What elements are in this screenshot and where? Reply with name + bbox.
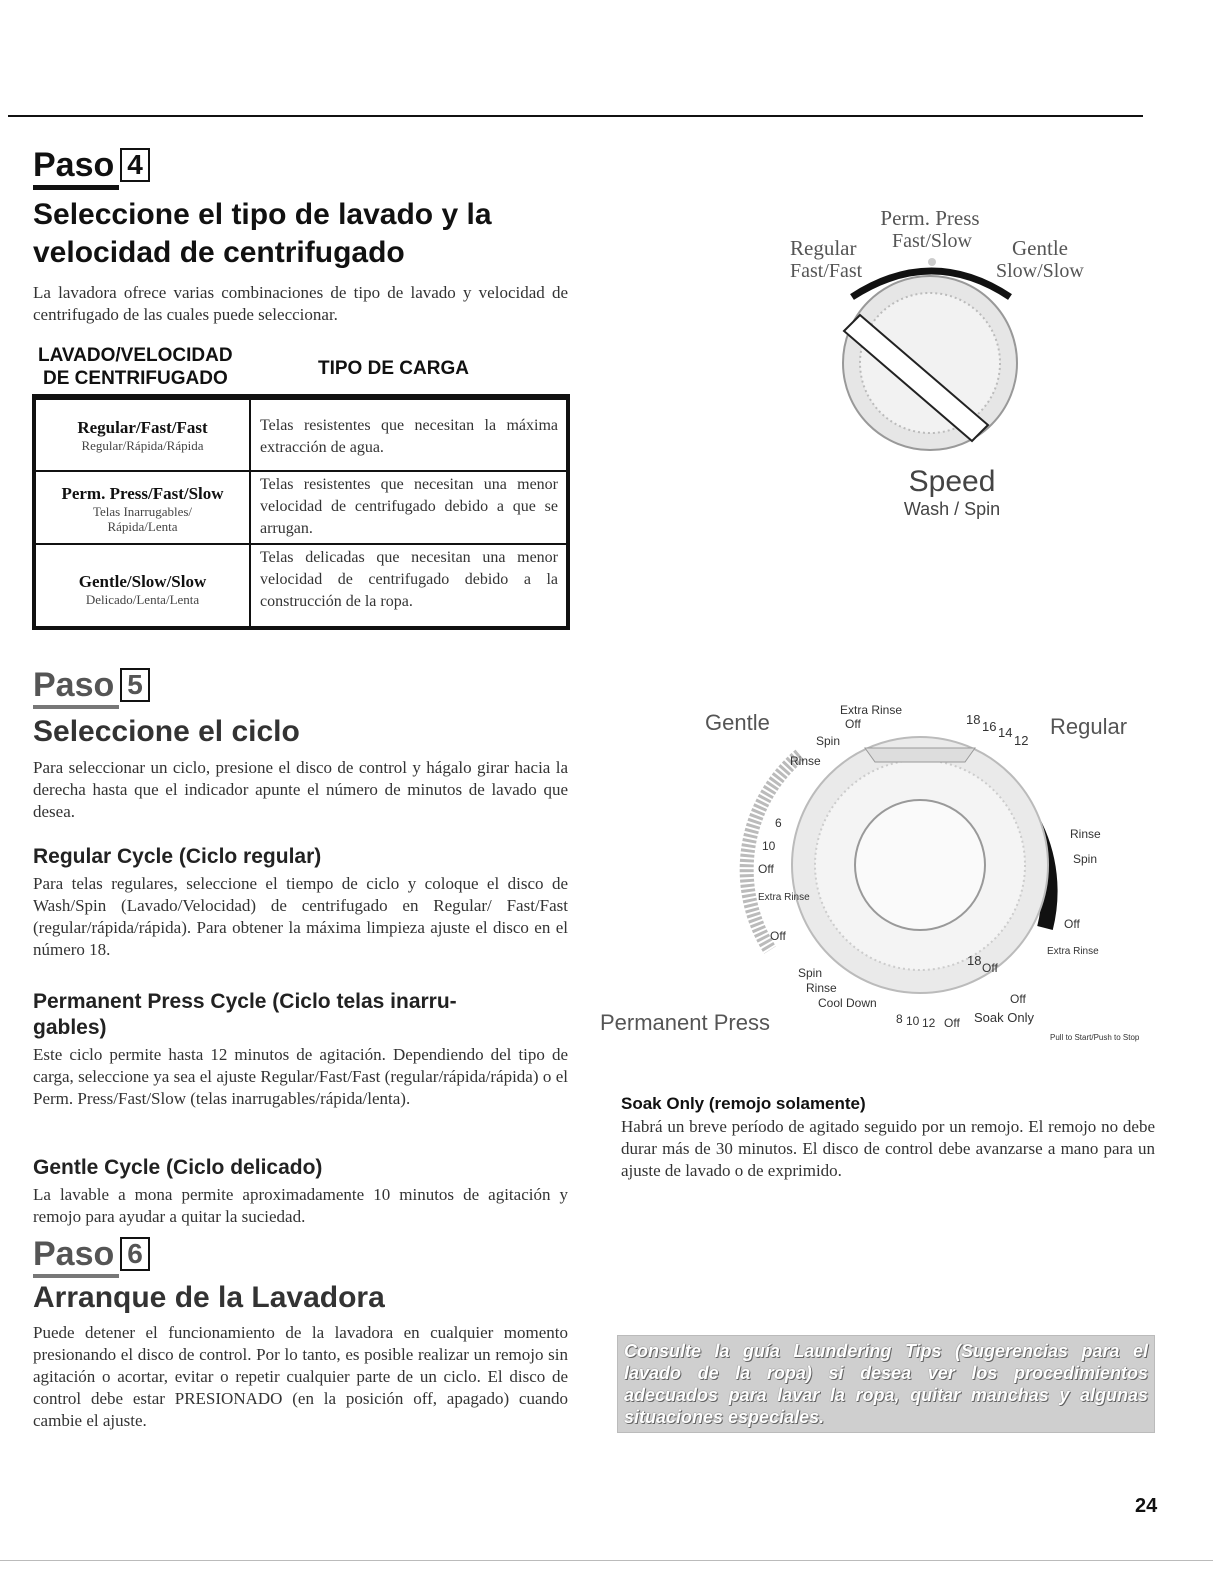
- cycle-label-spin-perm: Spin: [798, 966, 823, 980]
- wash-speed-table: [32, 394, 570, 630]
- speed-dial-diagram: [782, 205, 1112, 525]
- cycle-label-rinse-gentle: Rinse: [790, 754, 821, 768]
- cycle-label-off-regular: Off: [1064, 917, 1080, 931]
- col1-header-line1: LAVADO/VELOCIDAD: [38, 345, 233, 366]
- setting-translation: Delicado/Lenta/Lenta: [85, 592, 200, 607]
- cycle-label-off-top: Off: [845, 717, 861, 731]
- col2-header: TIPO DE CARGA: [318, 358, 469, 379]
- cycle-number-12: 12: [1014, 733, 1029, 748]
- setting-name: Perm. Press/Fast/Slow: [61, 484, 224, 503]
- table-row-divider: [36, 543, 566, 545]
- cycle-label-gentle: Gentle: [705, 710, 770, 735]
- cycle-number-regular-18: 18: [967, 953, 982, 968]
- cycle-number-perm-8: 8: [896, 1012, 903, 1026]
- cycle-label-extra-rinse-top: Extra Rinse: [840, 703, 903, 717]
- step-number: 5: [120, 668, 150, 702]
- cycle-label-off-gentle-2: Off: [770, 929, 786, 943]
- col1-header: [38, 344, 233, 390]
- cycle-number-gentle-10: 10: [762, 839, 776, 853]
- setting-translation-2: Rápida/Lenta: [107, 519, 178, 534]
- page-number: 24: [1135, 1495, 1158, 1517]
- setting-name: Gentle/Slow/Slow: [78, 572, 207, 591]
- step4-title-line1: Seleccione el tipo de lavado y la: [33, 198, 492, 231]
- cycle-number-18: 18: [966, 712, 981, 727]
- step6-text: Puede detener el funcionamiento de la lavadora en cualquier momento presionando el disco de control. Por lo tanto, es posible realizar un remojo sin agitación o acortar, evitar o repetir cualquier parte de un ciclo. El disco de control debe estar PRESIONADO (en la posición off, apagado) cuando cambie el ajuste.: [33, 1323, 568, 1430]
- step-number: 4: [120, 148, 150, 182]
- perm-press-heading: [33, 989, 568, 1041]
- step4-title: [33, 196, 492, 272]
- soak-only-heading: Soak Only (remojo solamente): [621, 1094, 866, 1113]
- speed-title: Speed: [908, 465, 996, 498]
- cycle-label-extra-rinse-regular: Extra Rinse: [1047, 946, 1099, 957]
- bottom-rule: [0, 1560, 1213, 1561]
- perm-press-heading-line2: gables): [33, 1016, 107, 1039]
- cycle-label-spin-regular: Spin: [1073, 852, 1098, 866]
- step4-intro: La lavadora ofrece varias combinaciones de tipo de lavado y velocidad de centrifugado de las cuales puede seleccionar.: [33, 283, 568, 324]
- cycle-label-cool-down: Cool Down: [818, 996, 877, 1010]
- step4-title-line2: velocidad de centrifugado: [33, 236, 405, 269]
- soak-only-text: Habrá un breve período de agitado seguido por un remojo. El remojo no debe durar más de 30 minutos. El disco de control debe avanzarse a mano para un ajuste de lavado o de exprimido.: [621, 1117, 1155, 1180]
- setting-translation: Regular/Rápida/Rápida: [81, 438, 204, 453]
- laundering-tips-note: Consulte la guía Laundering Tips (Sugerencias para el lavado de la ropa) si desea ver los procedimientos adecuados para lavar la ropa, quitar manchas y algunas situaciones especiales.: [617, 1335, 1155, 1433]
- step5-intro: Para seleccionar un ciclo, presione el disco de control y hágalo girar hacia la derecha hasta que el indicador apunte el número de minutos de lavado que desea.: [33, 758, 568, 821]
- table-row-divider: [36, 470, 566, 472]
- dial-label-gentle-speed: Slow/Slow: [996, 260, 1084, 282]
- cycle-label-regular: Regular: [1050, 714, 1128, 739]
- cycle-pull-push-note: Pull to Start/Push to Stop: [1050, 1033, 1140, 1042]
- cycle-label-off-regular-2: Off: [1010, 992, 1026, 1006]
- step6-underline: [33, 1274, 119, 1278]
- cycle-label-spin-gentle: Spin: [816, 734, 841, 748]
- step5-title: Seleccione el ciclo: [33, 715, 300, 748]
- setting-name: Regular/Fast/Fast: [77, 418, 208, 437]
- table-cell-load: Telas resistentes que necesitan una menor velocidad de centrifugado debido a que se arrugan.: [260, 476, 558, 537]
- perm-press-heading-line1: Permanent Press Cycle (Ciclo telas inarru-: [33, 990, 457, 1013]
- dial-label-regular: Regular: [790, 236, 857, 260]
- cycle-knob-center: [855, 800, 985, 930]
- step5-underline: [33, 705, 119, 709]
- cycle-label-permanent-press: Permanent Press: [600, 1010, 770, 1035]
- dial-label-perm-press: Perm. Press: [880, 206, 980, 230]
- regular-cycle-heading: Regular Cycle (Ciclo regular): [33, 845, 322, 868]
- dial-label-regular-speed: Fast/Fast: [790, 260, 863, 282]
- table-cell-setting: [36, 572, 249, 607]
- step6-label: [33, 1232, 150, 1274]
- table-cell-load: Telas resistentes que necesitan la máxima extracción de agua.: [260, 417, 558, 456]
- cycle-label-off-perm: Off: [944, 1016, 960, 1030]
- step4-underline: [33, 185, 119, 190]
- cycle-label-off-gentle: Off: [758, 862, 774, 876]
- cycle-label-off-regular-3: Off: [982, 961, 998, 975]
- cycle-dial-diagram: [600, 700, 1160, 1045]
- cycle-number-14: 14: [998, 725, 1013, 740]
- cycle-label-soak-only: Soak Only: [974, 1010, 1034, 1025]
- speed-indicator-dot: [928, 258, 936, 266]
- step6-title: Arranque de la Lavadora: [33, 1281, 385, 1314]
- cycle-number-gentle-6: 6: [775, 816, 782, 830]
- paso-word: Paso: [33, 146, 115, 185]
- gentle-cycle-text: La lavable a mona permite aproximadamente 10 minutos de agitación y remojo para ayudar a quitar la suciedad.: [33, 1185, 568, 1226]
- table-divider: [249, 400, 251, 626]
- table-cell-load: Telas delicadas que necesitan una menor velocidad de centrifugado debido a la construcción de la ropa.: [260, 549, 558, 610]
- speed-subtitle: Wash / Spin: [903, 499, 1001, 519]
- step-number: 6: [120, 1237, 150, 1271]
- perm-press-text: Este ciclo permite hasta 12 minutos de agitación. Dependiendo del tipo de carga, seleccione ya sea el ajuste Regular/Fast/Fast (regular/rápida/rápida) o el Perm. Press/Fast/Slow (telas inarrugables/rápida/lenta).: [33, 1045, 568, 1108]
- step4-label: [33, 143, 150, 185]
- top-rule: [8, 115, 1143, 117]
- cycle-number-perm-10: 10: [906, 1014, 920, 1028]
- table-cell-setting: [36, 484, 249, 534]
- regular-cycle-text: Para telas regulares, seleccione el tiempo de ciclo y coloque el disco de Wash/Spin (Lavado/Velocidad) de centrifugado en Regular/ Fast/Fast (regular/rápida/rápida). Para obtener la máxima limpieza ajuste el disco en el número 18.: [33, 874, 568, 959]
- dial-label-gentle: Gentle: [1012, 236, 1068, 260]
- cycle-number-16: 16: [982, 719, 997, 734]
- gentle-cycle-heading: Gentle Cycle (Ciclo delicado): [33, 1156, 323, 1179]
- cycle-number-perm-12: 12: [922, 1016, 936, 1030]
- step5-label: [33, 663, 150, 705]
- table-cell-setting: [36, 418, 249, 453]
- cycle-knob-pointer: [865, 748, 975, 762]
- cycle-label-rinse-perm: Rinse: [806, 981, 837, 995]
- paso-word: Paso: [33, 1235, 115, 1274]
- col1-header-line2: DE CENTRIFUGADO: [43, 368, 228, 389]
- setting-translation: Telas Inarrugables/: [92, 504, 193, 519]
- cycle-label-extra-rinse-gentle: Extra Rinse: [758, 892, 810, 903]
- paso-word: Paso: [33, 666, 115, 705]
- dial-label-perm-press-speed: Fast/Slow: [891, 230, 973, 252]
- cycle-label-rinse-regular: Rinse: [1070, 827, 1101, 841]
